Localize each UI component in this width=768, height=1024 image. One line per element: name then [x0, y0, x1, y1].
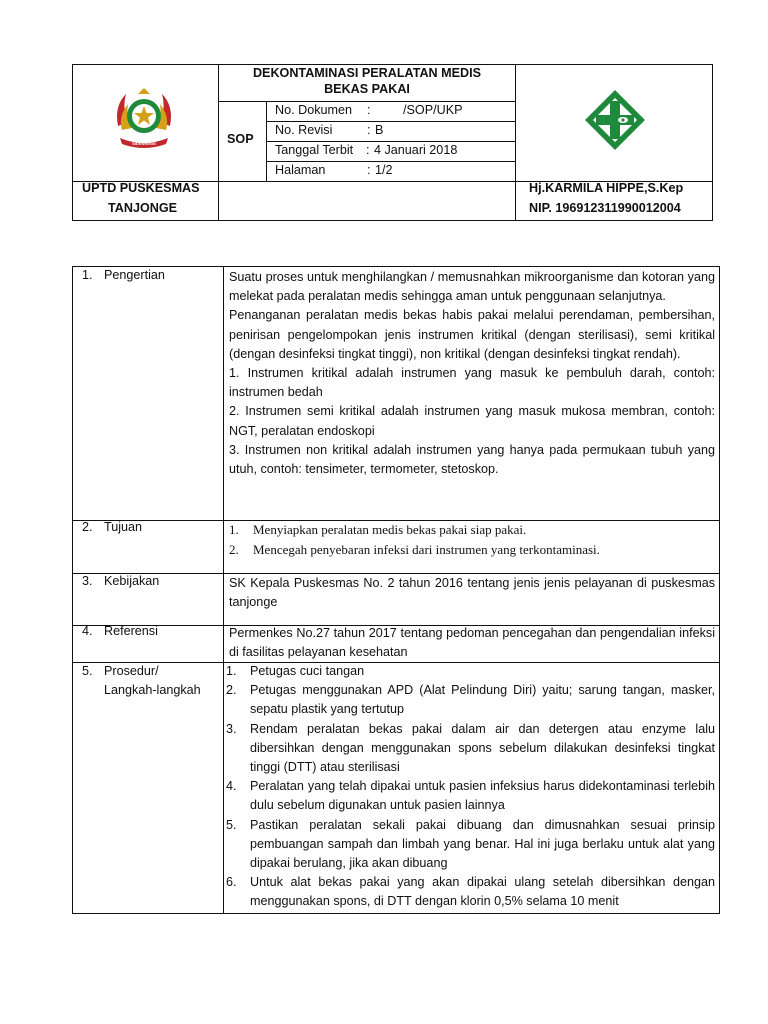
- list-item: 6. Untuk alat bekas pakai yang akan dipakai ulang setelah dibersihkan dengan menggunakan spons, di DTT dengan klorin 0,5% selama 10 menit: [226, 875, 715, 909]
- signatory-nip: NIP. 196912311990012004: [529, 201, 681, 215]
- list-item: 4. Peralatan yang telah dipakai untuk pasien infeksius harus didekontaminasi terlebih dulu sebelum digunakan untuk pasien lainnya: [226, 779, 715, 813]
- policy-text: SK Kepala Puskesmas No. 2 tahun 2016 tentang jenis jenis pelayanan di puskesmas tanjonge: [229, 576, 715, 610]
- reference-text: Permenkes No.27 tahun 2017 tentang pedoman pencegahan dan pengendalian infeksi di fasilitas pelayanan kesehatan: [229, 626, 715, 660]
- section-content: [229, 520, 715, 560]
- section-label: 5. Prosedur/ Langkah-langkah: [82, 664, 201, 698]
- sop-title-line1: DEKONTAMINASI PERALATAN MEDIS: [252, 66, 482, 80]
- section-label: 3. Kebijakan: [82, 574, 160, 588]
- sop-label: SOP: [227, 132, 254, 146]
- seal-banner-text: SIDENRENG: [132, 141, 156, 146]
- list-item: 1. Petugas cuci tangan: [226, 664, 365, 678]
- list-item: 1. Menyiapkan peralatan medis bekas pakai siap pakai.: [229, 522, 527, 537]
- org-name-line2: TANJONGE: [108, 201, 178, 215]
- section-content: [229, 574, 715, 612]
- handling-paragraph: Penanganan peralatan medis bekas habis pakai melalui perendaman, pembersihan, penirisan pengelompokan jenis instrumen kritikal (dengan sterilisasi), semi kritikal (dengan desinfeksi tingkat tinggi), non kritikal (dengan desinfeksi tingkat rendah).: [229, 308, 715, 361]
- non-critical-instrument-paragraph: 3. Instrumen non kritikal adalah instrumen yang hanya pada permukaan tubuh yang utuh, contoh: tensimeter, termometer, stetoskop.: [229, 442, 715, 477]
- page-label: Halaman: [275, 163, 326, 177]
- section-label: 1. Pengertian: [82, 268, 165, 282]
- revision-sep: :: [367, 123, 371, 137]
- revision-value: B: [375, 123, 384, 137]
- puskesmas-cross-logo: [583, 88, 647, 152]
- signatory-name: Hj.KARMILA HIPPE,S.Kep: [529, 181, 684, 195]
- section-content: [229, 624, 715, 662]
- document-number-value: /SOP/UKP: [403, 103, 463, 117]
- revision-label: No. Revisi: [275, 123, 333, 137]
- sop-title-line2: BEKAS PAKAI: [324, 82, 410, 96]
- list-item: 2. Petugas menggunakan APD (Alat Pelindung Diri) yaitu; sarung tangan, masker, sepatu plastik yang tertutup: [226, 683, 715, 717]
- issue-date-value: 4 Januari 2018: [374, 143, 458, 157]
- list-item: 2. Mencegah penyebaran infeksi dari instrumen yang terkontaminasi.: [229, 542, 600, 557]
- section-label: 4. Referensi: [82, 624, 158, 638]
- section-label: 2. Tujuan: [82, 520, 143, 534]
- page-sep: :: [367, 163, 371, 177]
- document-number-sep: :: [367, 103, 371, 117]
- document-number-label: No. Dokumen: [275, 103, 352, 117]
- org-name-line1: UPTD PUSKESMAS: [82, 181, 200, 195]
- page-value: 1/2: [375, 163, 393, 177]
- list-item: 3. Rendam peralatan bekas pakai dalam air dan detergen atau enzyme lalu dibersihkan dengan menggunakan spons sebelum dilakukan desinfeksi tingkat tinggi (DTT) atau sterilisasi: [226, 721, 715, 775]
- issue-date-label: Tanggal Terbit: [275, 143, 354, 157]
- definition-paragraph: Suatu proses untuk menghilangkan / memusnahkan mikroorganisme dan kotoran yang melekat pada peralatan medis sehingga aman untuk penggunaan selanjutnya.: [229, 270, 715, 304]
- section-content: [226, 662, 715, 912]
- section-content: [229, 268, 715, 479]
- list-item: 5. Pastikan peralatan sekali pakai dibuang dan dimusnahkan sesuai prinsip pembuangan sampah dan limbah yang benar. Hal ini juga berlaku untuk alat yang dipakai berulang, jika akan dibuang: [226, 817, 715, 871]
- issue-date-sep: :: [366, 143, 370, 157]
- semi-critical-instrument-paragraph: 2. Instrumen semi kritikal adalah instrumen yang masuk mukosa membran, contoh: NGT, peralatan endoskopi: [229, 404, 715, 438]
- critical-instrument-paragraph: 1. Instrumen kritikal adalah instrumen yang masuk ke pembuluh darah, contoh: instrumen bedah: [229, 366, 715, 400]
